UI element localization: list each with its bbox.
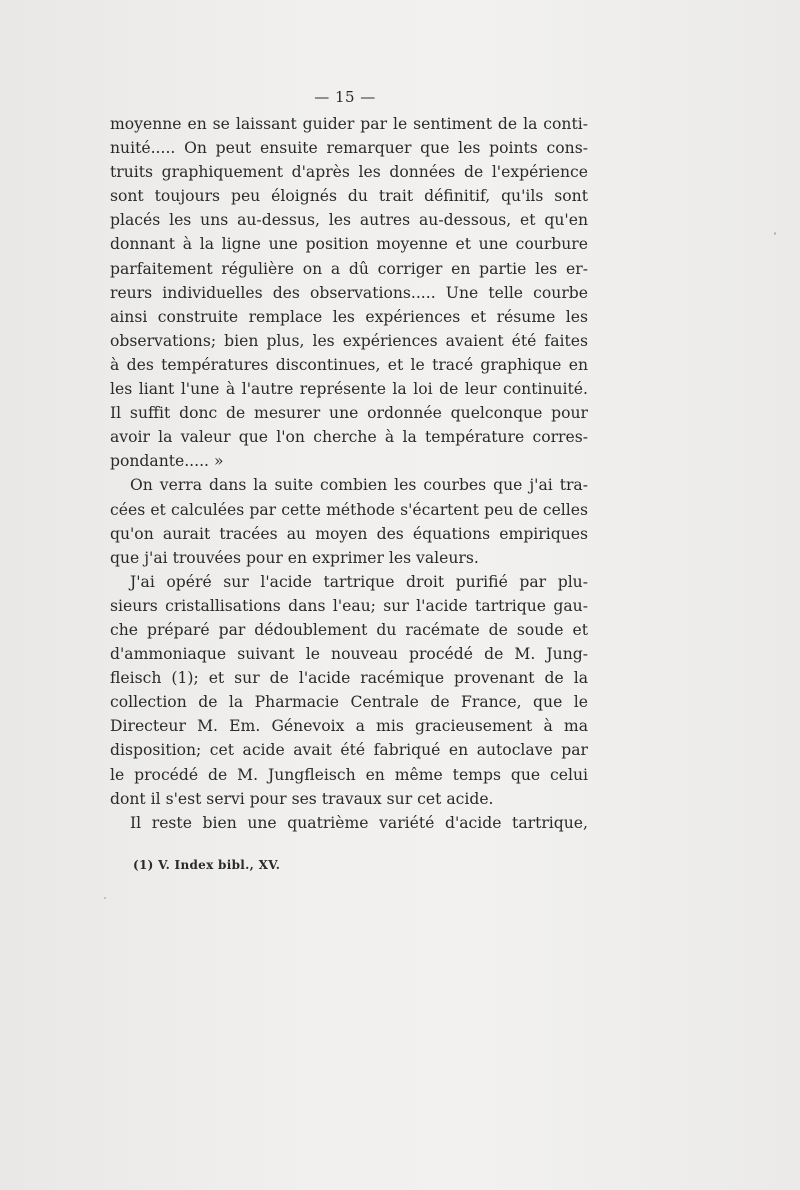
text-line: avoir la valeur que l'on cherche à la température corres-: [110, 428, 588, 447]
text-line: dont il s'est servi pour ses travaux sur cet acide.: [110, 789, 494, 808]
text-line: qu'on aurait tracées au moyen des équations empiriques: [110, 524, 588, 543]
text-line: che préparé par dédoublement du racémate de soude et: [110, 620, 588, 639]
text-line: J'ai opéré sur l'acide tartrique droit purifié par plu-: [130, 572, 588, 591]
text-line: moyenne en se laissant guider par le sentiment de la conti-: [110, 115, 588, 133]
text-line: sont toujours peu éloignés du trait définitif, qu'ils sont: [110, 187, 588, 206]
body-text: [110, 112, 588, 835]
text-line: pondante..... »: [110, 452, 224, 471]
text-line: placés les uns au-dessus, les autres au-dessous, et qu'en: [110, 211, 588, 230]
text-line: observations; bien plus, les expériences avaient été faites: [110, 331, 588, 350]
text-line: Il reste bien une quatrième variété d'acide tartrique,: [130, 813, 588, 832]
footnote: (1) V. Index bibl., XV.: [133, 858, 281, 872]
paper-speck: [104, 897, 106, 899]
page-number: — 15 —: [314, 88, 376, 106]
text-line: d'ammoniaque suivant le nouveau procédé de M. Jung-: [110, 645, 588, 664]
text-line: truits graphiquement d'après les données de l'expérience: [110, 163, 588, 182]
text-line: fleisch (1); et sur de l'acide racémique provenant de la: [110, 669, 588, 688]
paper-speck: [774, 232, 776, 235]
text-line: parfaitement régulière on a dû corriger en partie les er-: [110, 259, 588, 278]
text-line: donnant à la ligne une position moyenne et une courbure: [110, 235, 588, 254]
text-line: Il suffit donc de mesurer une ordonnée quelconque pour: [110, 404, 588, 423]
text-line: à des températures discontinues, et le tracé graphique en: [110, 355, 588, 374]
text-line: cées et calculées par cette méthode s'écartent peu de celles: [110, 500, 588, 519]
text-line: sieurs cristallisations dans l'eau; sur l'acide tartrique gau-: [110, 596, 588, 615]
text-line: collection de la Pharmacie Centrale de France, que le: [110, 693, 588, 712]
text-line: que j'ai trouvées pour en exprimer les valeurs.: [110, 548, 479, 567]
text-line: disposition; cet acide avait été fabriqué en autoclave par: [110, 741, 588, 760]
text-line: reurs individuelles des observations..... Une telle courbe: [110, 283, 588, 302]
text-line: les liant l'une à l'autre représente la loi de leur continuité.: [110, 380, 588, 399]
text-line: Directeur M. Em. Génevoix a mis gracieusement à ma: [110, 717, 588, 736]
text-line: ainsi construite remplace les expériences et résume les: [110, 307, 588, 326]
text-line: le procédé de M. Jungfleisch en même temps que celui: [110, 765, 588, 784]
text-line: On verra dans la suite combien les courbes que j'ai tra-: [130, 476, 588, 495]
text-line: nuité..... On peut ensuite remarquer que les points cons-: [110, 139, 588, 158]
